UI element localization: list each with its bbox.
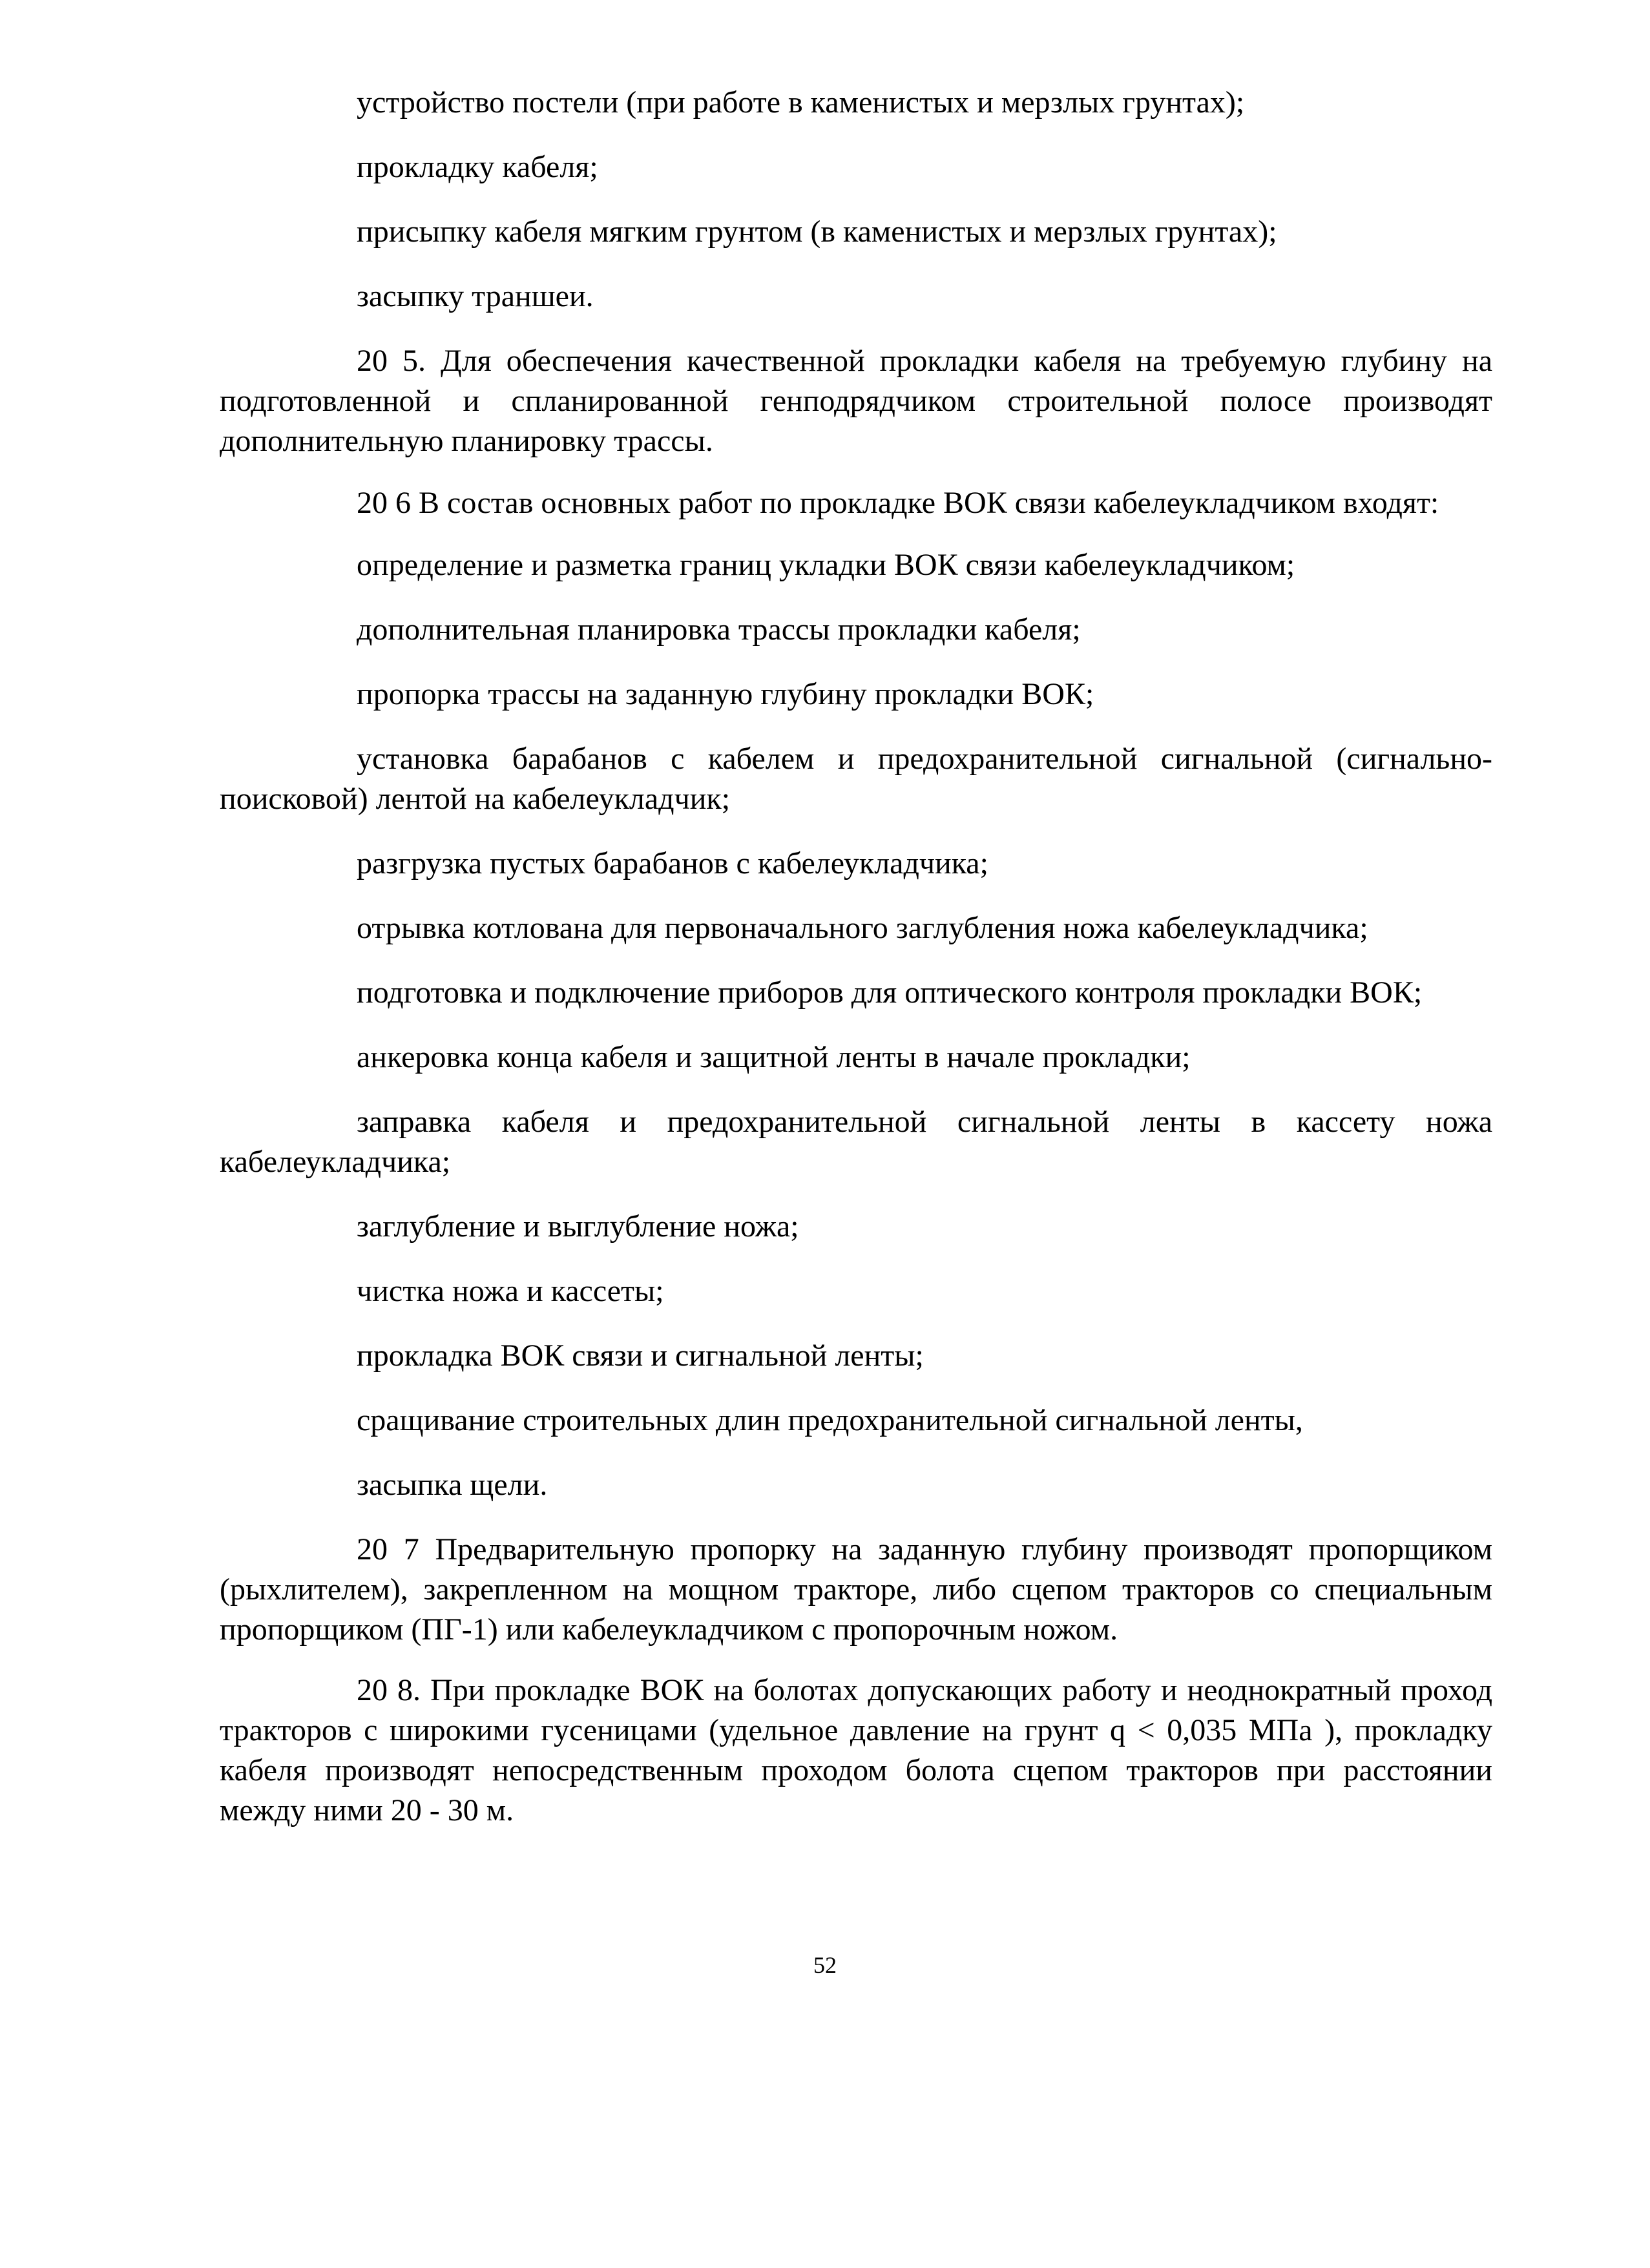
- list-item: заглубление и выглубление ножа;: [357, 1209, 799, 1243]
- list-item: определение и разметка границ укладки ВОК связи кабелеукладчиком;: [357, 548, 1295, 582]
- paragraph-20-6: 20 6 В состав основных работ по прокладке ВОК связи кабелеукладчиком входят:: [357, 486, 1439, 520]
- list-item: анкеровка конца кабеля и защитной ленты в начале прокладки;: [357, 1040, 1191, 1074]
- list-item: устройство постели (при работе в каменистых и мерзлых грунтах);: [357, 85, 1245, 120]
- list-item: засыпку траншеи.: [357, 279, 594, 313]
- list-item: разгрузка пустых барабанов с кабелеукладчика;: [357, 846, 988, 880]
- list-item: прокладка ВОК связи и сигнальной ленты;: [357, 1338, 924, 1373]
- paragraph-20-5: 20 5. Для обеспечения качественной прокладки кабеля на требуемую глубину на подготовленной и спланированной генподрядчиком строительной полосе производят дополнительную планировку трассы.: [220, 344, 1492, 458]
- list-item: пропорка трассы на заданную глубину прокладки ВОК;: [357, 677, 1094, 711]
- list-item: засыпка щели.: [357, 1468, 548, 1502]
- paragraph-20-7: 20 7 Предварительную пропорку на заданную глубину производят пропорщиком (рыхлителем), закрепленном на мощном тракторе, либо сцепом тракторов со специальным пропорщиком (ПГ-1) или кабелеукладчиком с пропорочным ножом.: [220, 1532, 1492, 1647]
- list-item: прокладку кабеля;: [357, 150, 598, 184]
- list-item: подготовка и подключение приборов для оптического контроля прокладки ВОК;: [357, 975, 1423, 1010]
- list-item: присыпку кабеля мягким грунтом (в каменистых и мерзлых грунтах);: [357, 214, 1277, 249]
- list-item: сращивание строительных длин предохранительной сигнальной ленты,: [357, 1403, 1303, 1437]
- paragraph-20-8: 20 8. При прокладке ВОК на болотах допускающих работу и неоднократный проход тракторов с широкими гусеницами (удельное давление на грунт q < 0,035 МПа ), прокладку кабеля производят непосредственным проходом болота сцепом тракторов при расстоянии между ними 20 - 30 м.: [220, 1673, 1492, 1827]
- list-item: установка барабанов с кабелем и предохранительной сигнальной (сигнально-поисковой) лентой на кабелеукладчик;: [220, 742, 1492, 816]
- list-item: чистка ножа и кассеты;: [357, 1274, 664, 1308]
- page-number: 52: [813, 1952, 837, 1978]
- list-item: дополнительная планировка трассы прокладки кабеля;: [357, 612, 1081, 647]
- document-body: [220, 83, 1492, 1853]
- list-item: отрывка котлована для первоначального заглубления ножа кабелеукладчика;: [357, 911, 1368, 945]
- list-item: заправка кабеля и предохранительной сигнальной ленты в кассету ножа кабелеукладчика;: [220, 1105, 1492, 1179]
